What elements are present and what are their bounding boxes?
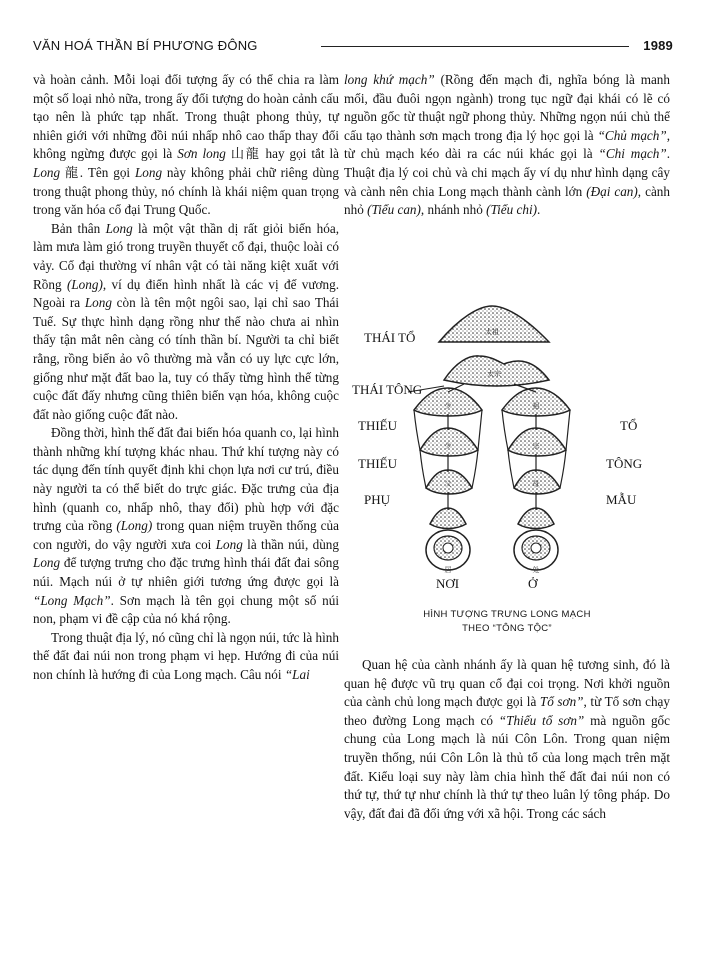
label-phu: PHỤ bbox=[364, 492, 391, 507]
label-tong: TÔNG bbox=[606, 456, 643, 471]
glyph-right-3: 母 bbox=[532, 480, 540, 488]
glyph-thai-tong: 太宗 bbox=[487, 370, 501, 378]
left-dwelling-site bbox=[426, 530, 470, 570]
dragon-vein-figure bbox=[344, 300, 670, 646]
figure-caption-line-1: HÌNH TƯỢNG TRƯNG LONG MẠCH bbox=[423, 609, 591, 620]
page-number: 1989 bbox=[643, 38, 673, 53]
glyph-right-bottom: 处 bbox=[532, 566, 540, 574]
right-column-bottom bbox=[344, 656, 670, 823]
glyph-right-1: 祖 bbox=[532, 402, 540, 410]
figure-caption-line-2: THEO “TÔNG TỘC” bbox=[462, 623, 552, 634]
right-column-top bbox=[344, 71, 670, 220]
left-chain-4 bbox=[430, 508, 466, 529]
paragraph-3: Đồng thời, hình thế đất đai biến hóa quanh co, lại hình thành những khí tượng khác nhau. Thứ khí tượng này có tác dụng đến tính quyết định khi chọn lựa nơi cư trú, điều này người ta có thể biết do trực giác. Đặc trưng của địa hình (quanh co, nhấp nhô, thay đổi) phù hợp với đặc trưng của rồng (Long) trong quan niệm truyền thống của con người, do vậy người xưa coi Long là thần núi, dùng Long để tượng trưng cho đặc trưng hình thái đất đai sông núi. Mạch núi ở tự nhiên giới tương ứng được gọi là “Long Mạch”. Sơn mạch là tên gọi chung một số núi non, phạm vi đề cập của nó khá rộng. bbox=[33, 425, 339, 627]
running-title: VĂN HOÁ THẦN BÍ PHƯƠNG ĐÔNG bbox=[33, 38, 258, 53]
dragon-vein-illustration bbox=[344, 300, 670, 646]
label-thai-to: THÁI TỔ bbox=[364, 330, 416, 345]
paragraph-6: Quan hệ của cành nhánh ấy là quan hệ tương sinh, đó là quan hệ được vũ trụ quan cổ đại coi trọng. Nơi khởi nguồn của cành chủ long mạch được gọi là Tổ sơn”, từ Tổ sơn chạy theo đường Long mạch có “Thiếu tổ sơn” mà nguồn gốc chung của Long mạch là núi Côn Lôn. Trong quan niệm truyền thống, núi Côn Lôn là thủ tổ của long mạch trên mặt đất. Kiểu loại suy này làm chia hình thế đất đai núi non có thứ tự, thứ tự như chính là thứ tự theo luân lý tông pháp. Do vậy, đất đai đã đối ứng với xã hội. Trong các sách bbox=[344, 657, 670, 821]
label-mau: MẪU bbox=[606, 492, 637, 507]
header-rule bbox=[321, 46, 629, 47]
glyph-thai-to: 太祖 bbox=[485, 328, 499, 336]
paragraph-5: long khứ mạch” (Rồng đến mạch đi, nghĩa bóng là manh mối, đầu đuôi ngọn ngành) trong tục ngữ đại khái có lẽ có nguồn gốc từ thuật ngữ phong thủy. Những ngọn núi chủ thể cấu tạo thành sơn mạch trong địa lý học gọi là “Chủ mạch”, từ chủ mạch kéo dài ra các núi khác gọi là “Chi mạch”. Thuật địa lý coi chủ và chi mạch ấy ví dụ như hình dạng cây và cành nên chia Long mạch thành cành lớn (Đại can), cành nhỏ (Tiểu can), nhánh nhỏ (Tiểu chi). bbox=[344, 72, 670, 218]
glyph-left-2: 少 bbox=[444, 442, 452, 450]
label-to: TỔ bbox=[620, 418, 638, 433]
right-dwelling-site bbox=[514, 530, 558, 570]
label-thieu-2: THIẾU bbox=[358, 456, 397, 471]
label-o: Ở bbox=[528, 576, 538, 591]
thai-to-mountain bbox=[439, 306, 549, 342]
paragraph-4: Trong thuật địa lý, nó cũng chỉ là ngọn núi, tức là hình thế đất đai núi non trong phạm vi hẹp. Hướng đi của núi non chính là hướng đi của Long mạch. Câu nói “Lai bbox=[33, 629, 339, 682]
label-thieu-1: THIẾU bbox=[358, 418, 397, 433]
right-chain-4 bbox=[518, 508, 554, 529]
label-noi: NƠI bbox=[436, 576, 460, 591]
paragraph-2: Bản thân Long là một vật thần dị rất giỏi biến hóa, làm mưa làm gió trong truyền thuyết cổ đại, thuộc loài có vảy. Cổ đại thường ví nhân vật có tài năng kiệt xuất với Rồng (Long), ví dụ điển hình nhất là các vị đế vương. Ngoài ra Long còn là tên một ngôi sao, lại chỉ sao Thái Tuế. Sự thực hình dạng rồng như thế nào chưa ai nhìn thấy tận mắt nên càng có tính thần bí. Người ta chỉ biết rằng, rồng biến ảo vô thường mà vẫn có uy lực cực lớn, giống như mặt đất bao la, tuy có thấy từng hình thế từng cuộc đất đấy nhưng cũng thiên biến vạn hóa, không cuộc đất nào giống cuộc đất nào. bbox=[33, 220, 340, 422]
glyph-left-3: 父 bbox=[444, 480, 452, 488]
glyph-left-1: 少 bbox=[444, 402, 452, 410]
left-column bbox=[33, 71, 339, 685]
paragraph-1: và hoàn cảnh. Mỗi loại đối tượng ấy có thể chia ra làm một số loại nhỏ nữa, trong ấy đối tượng do hoàn cảnh cấu tạo nên là phức tạp nhất. Trong thuật phong thủy, tự nhiên giới với những đồi núi nhấp nhô cao thấp thay đổi không ngừng được gọi là Sơn long 山龍 hay gọi tắt là Long 龍. Tên gọi Long này không phải chữ riêng dùng trong thuật phong thủy, nó chính là khái niệm quan trọng trong văn hóa cổ đại Trung Quốc. bbox=[33, 72, 340, 218]
glyph-right-2: 宗 bbox=[532, 442, 540, 450]
glyph-left-bottom: 居 bbox=[444, 566, 452, 574]
running-header bbox=[33, 36, 673, 56]
label-thai-tong: THÁI TÔNG bbox=[352, 382, 423, 397]
